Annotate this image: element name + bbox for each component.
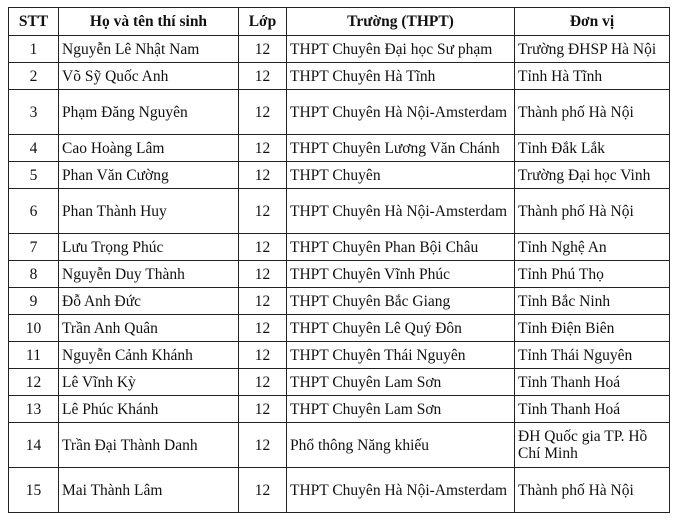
cell-unit: Tỉnh Phú Thọ <box>515 261 670 288</box>
cell-school: Phổ thông Năng khiếu <box>287 423 515 468</box>
table-row <box>9 162 670 189</box>
cell-grade: 12 <box>239 135 287 162</box>
cell-name: Nguyễn Duy Thành <box>59 261 239 288</box>
cell-school: THPT Chuyên Hà Tĩnh <box>287 63 515 90</box>
header-name: Họ và tên thí sinh <box>59 8 239 36</box>
cell-name: Phan Văn Cường <box>59 162 239 189</box>
table-header-row <box>9 8 670 36</box>
cell-name: Cao Hoàng Lâm <box>59 135 239 162</box>
cell-school: THPT Chuyên Hà Nội-Amsterdam <box>287 189 515 234</box>
table-row <box>9 63 670 90</box>
cell-name: Nguyễn Cảnh Khánh <box>59 342 239 369</box>
cell-stt: 15 <box>9 468 59 513</box>
cell-name: Nguyễn Lê Nhật Nam <box>59 36 239 63</box>
cell-name: Lê Vĩnh Kỳ <box>59 369 239 396</box>
table-row <box>9 396 670 423</box>
cell-school: THPT Chuyên Lam Sơn <box>287 396 515 423</box>
cell-stt: 3 <box>9 90 59 135</box>
cell-grade: 12 <box>239 423 287 468</box>
cell-unit: Tỉnh Thanh Hoá <box>515 369 670 396</box>
cell-name: Lưu Trọng Phúc <box>59 234 239 261</box>
cell-grade: 12 <box>239 162 287 189</box>
table-row <box>9 288 670 315</box>
table-row <box>9 189 670 234</box>
cell-stt: 9 <box>9 288 59 315</box>
table-row <box>9 90 670 135</box>
cell-grade: 12 <box>239 369 287 396</box>
cell-stt: 10 <box>9 315 59 342</box>
table-row <box>9 234 670 261</box>
cell-stt: 1 <box>9 36 59 63</box>
cell-school: THPT Chuyên Thái Nguyên <box>287 342 515 369</box>
cell-name: Mai Thành Lâm <box>59 468 239 513</box>
header-grade: Lớp <box>239 8 287 36</box>
table-row <box>9 315 670 342</box>
cell-name: Lê Phúc Khánh <box>59 396 239 423</box>
cell-stt: 5 <box>9 162 59 189</box>
cell-grade: 12 <box>239 315 287 342</box>
cell-unit: Tỉnh Thái Nguyên <box>515 342 670 369</box>
cell-name: Phạm Đăng Nguyên <box>59 90 239 135</box>
cell-stt: 12 <box>9 369 59 396</box>
cell-stt: 11 <box>9 342 59 369</box>
cell-school: THPT Chuyên Hà Nội-Amsterdam <box>287 468 515 513</box>
cell-school: THPT Chuyên Hà Nội-Amsterdam <box>287 90 515 135</box>
cell-school: THPT Chuyên Lam Sơn <box>287 369 515 396</box>
cell-unit: Tỉnh Hà Tĩnh <box>515 63 670 90</box>
cell-grade: 12 <box>239 36 287 63</box>
cell-unit: ĐH Quốc gia TP. Hồ Chí Minh <box>515 423 670 468</box>
cell-stt: 6 <box>9 189 59 234</box>
cell-name: Võ Sỹ Quốc Anh <box>59 63 239 90</box>
cell-unit: Tỉnh Điện Biên <box>515 315 670 342</box>
cell-grade: 12 <box>239 396 287 423</box>
cell-stt: 2 <box>9 63 59 90</box>
cell-name: Phan Thành Huy <box>59 189 239 234</box>
cell-unit: Thành phố Hà Nội <box>515 90 670 135</box>
cell-unit: Thành phố Hà Nội <box>515 468 670 513</box>
cell-name: Trần Anh Quân <box>59 315 239 342</box>
cell-grade: 12 <box>239 342 287 369</box>
table-row <box>9 342 670 369</box>
header-unit: Đơn vị <box>515 8 670 36</box>
cell-grade: 12 <box>239 90 287 135</box>
cell-grade: 12 <box>239 189 287 234</box>
table-row <box>9 468 670 513</box>
cell-name: Đỗ Anh Đức <box>59 288 239 315</box>
cell-school: THPT Chuyên Phan Bội Châu <box>287 234 515 261</box>
cell-school: THPT Chuyên Đại học Sư phạm <box>287 36 515 63</box>
cell-stt: 13 <box>9 396 59 423</box>
results-table-container <box>8 7 670 513</box>
cell-unit: Tỉnh Đắk Lắk <box>515 135 670 162</box>
cell-grade: 12 <box>239 261 287 288</box>
table-row <box>9 423 670 468</box>
header-school: Trường (THPT) <box>287 8 515 36</box>
table-row <box>9 369 670 396</box>
cell-stt: 4 <box>9 135 59 162</box>
cell-name: Trần Đại Thành Danh <box>59 423 239 468</box>
cell-school: THPT Chuyên Lương Văn Chánh <box>287 135 515 162</box>
cell-unit: Thành phố Hà Nội <box>515 189 670 234</box>
table-row <box>9 135 670 162</box>
cell-school: THPT Chuyên <box>287 162 515 189</box>
cell-grade: 12 <box>239 234 287 261</box>
cell-stt: 8 <box>9 261 59 288</box>
cell-grade: 12 <box>239 288 287 315</box>
cell-unit: Trường ĐHSP Hà Nội <box>515 36 670 63</box>
table-row <box>9 36 670 63</box>
cell-grade: 12 <box>239 468 287 513</box>
cell-unit: Trường Đại học Vinh <box>515 162 670 189</box>
cell-school: THPT Chuyên Bắc Giang <box>287 288 515 315</box>
header-stt: STT <box>9 8 59 36</box>
cell-stt: 14 <box>9 423 59 468</box>
table-row <box>9 261 670 288</box>
cell-school: THPT Chuyên Lê Quý Đôn <box>287 315 515 342</box>
results-table <box>8 7 670 513</box>
cell-school: THPT Chuyên Vĩnh Phúc <box>287 261 515 288</box>
cell-stt: 7 <box>9 234 59 261</box>
cell-grade: 12 <box>239 63 287 90</box>
cell-unit: Tỉnh Bắc Ninh <box>515 288 670 315</box>
cell-unit: Tỉnh Nghệ An <box>515 234 670 261</box>
cell-unit: Tỉnh Thanh Hoá <box>515 396 670 423</box>
